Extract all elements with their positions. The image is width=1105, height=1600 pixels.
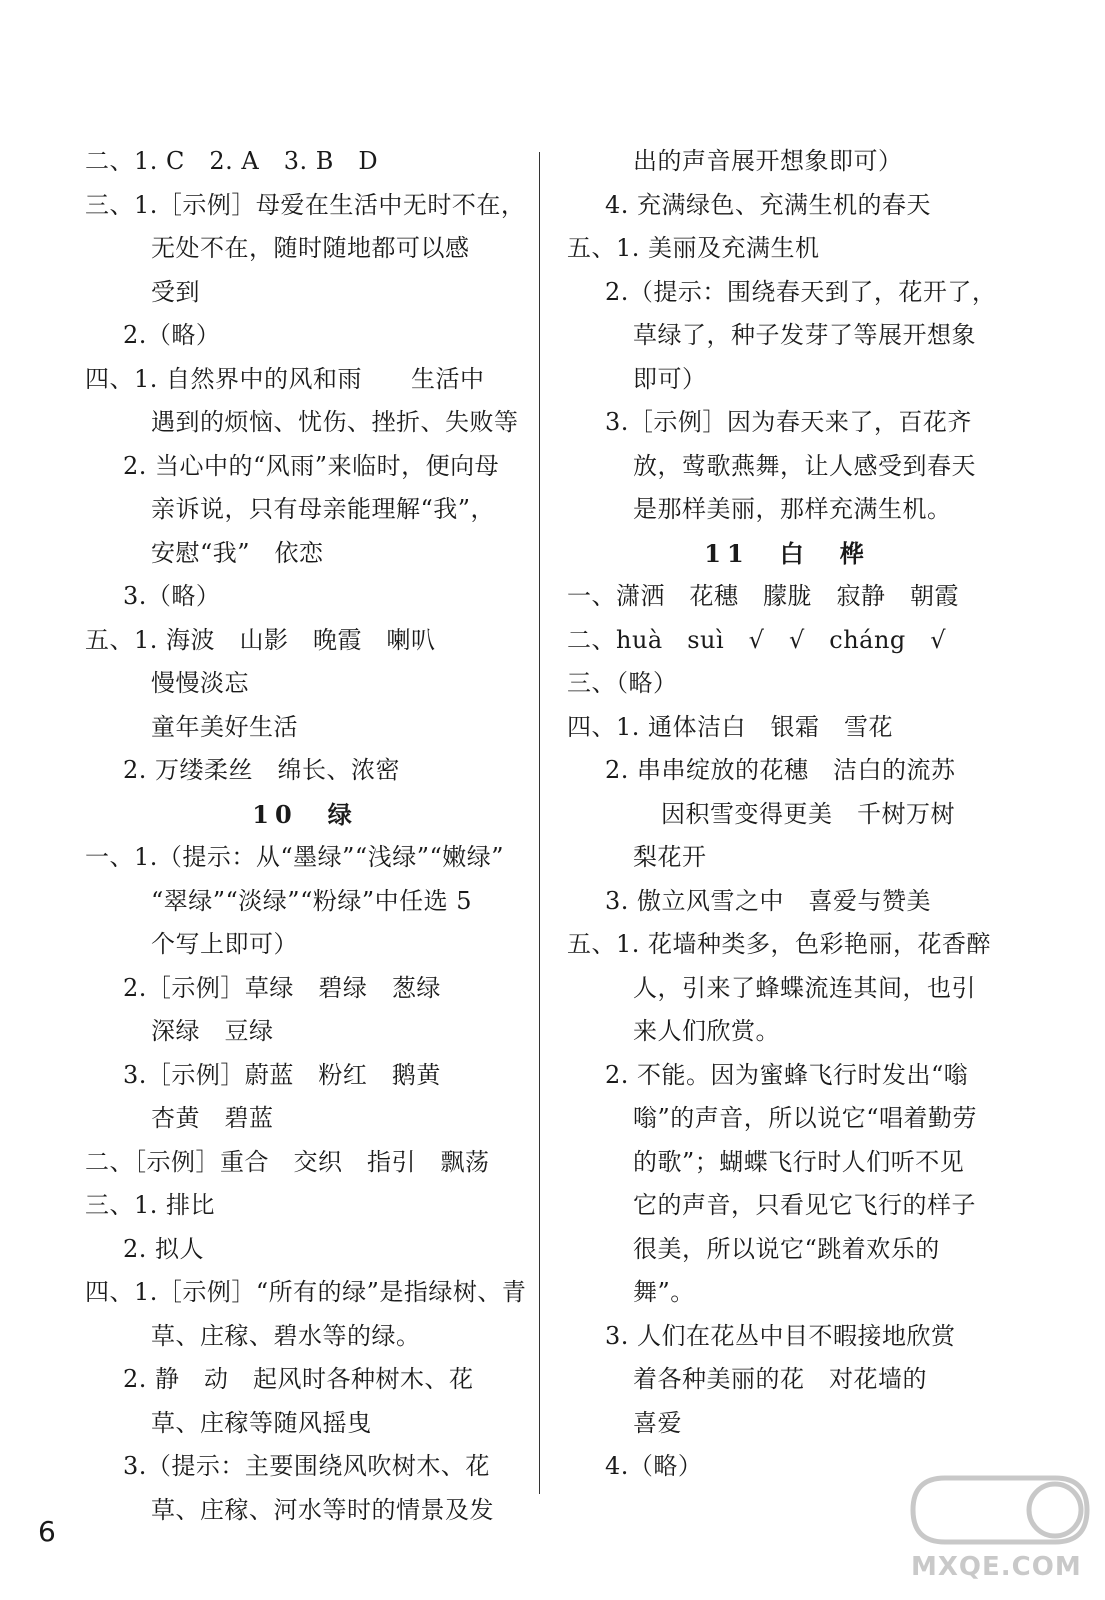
answer-line: 四、1. 通体洁白 银霜 雪花 [567,712,894,741]
answer-line: 着各种美丽的花 对花墙的 [633,1365,927,1393]
answer-line: 二、1. C 2. A 3. B D [85,147,379,175]
answer-line: 的歌”；蝴蝶飞行时人们听不见 [633,1147,965,1176]
column-divider [539,152,540,1494]
answer-line: 3.［示例］因为春天来了，百花齐 [605,408,972,436]
answer-line: 2. 拟人 [123,1234,205,1263]
answer-line: 亲诉说，只有母亲能理解“我”， [151,495,496,523]
answer-line: 一、1.（提示：从“墨绿”“浅绿”“嫩绿” [85,843,505,871]
answer-line: 三、1.［示例］母爱在生活中无时不在， [85,190,526,219]
answer-line: 2. 不能。因为蜜蜂飞行时发出“嗡 [605,1060,969,1089]
answer-line: 3.（略） [123,582,221,610]
answer-line: 四、1.［示例］“所有的绿”是指绿树、青 [85,1278,527,1306]
answer-line: 安慰“我” 依恋 [151,538,324,567]
answer-line: 人，引来了蜂蝶流连其间，也引 [633,973,976,1002]
answer-line: 受到 [151,277,200,306]
answer-line: 二、huà suì √ √ cháng √ [567,625,947,654]
answer-line: 个写上即可） [151,930,298,958]
answer-line: 2.（略） [123,321,221,349]
answer-line: 无处不在，随时随地都可以感 [151,234,470,262]
answer-line: “翠绿”“淡绿”“粉绿”中任选 5 [151,886,473,915]
page-number: 6 [38,1515,56,1548]
watermark-badge-icon [905,1470,1095,1550]
answer-line: 杏黄 碧蓝 [151,1104,274,1132]
answer-line: 2.（提示：围绕春天到了，花开了， [605,277,997,306]
left-column [85,140,525,1532]
answer-line: 草、庄稼等随风摇曳 [151,1408,372,1437]
answer-line: 2. 串串绽放的花穗 洁白的流苏 [605,756,956,784]
answer-line: 草、庄稼、河水等时的情景及发 [151,1495,494,1524]
answer-line: 2. 万缕柔丝 绵长、浓密 [123,756,401,784]
section-title: 11 白 桦 [704,538,870,568]
answer-line: 四、1. 自然界中的风和雨 生活中 [85,364,485,393]
answer-line: 童年美好生活 [151,712,298,741]
answer-line: 即可） [633,364,707,393]
watermark-domain: MXQE.COM [911,1552,1082,1582]
answer-line: 草绿了，种子发芽了等展开想象 [633,321,976,349]
answer-line: 4. 充满绿色、充满生机的春天 [605,190,932,219]
watermark-logo [905,1470,1095,1595]
answer-line: 2. 静 动 起风时各种树木、花 [123,1365,474,1393]
answer-line: 放，莺歌燕舞，让人感受到春天 [633,451,976,480]
answer-line: 3. 傲立风雪之中 喜爱与赞美 [605,886,932,915]
section-title: 10 绿 [252,799,358,829]
answer-line: 二、［示例］重合 交织 指引 飘荡 [85,1147,490,1176]
answer-line: 五、1. 海波 山影 晚霞 喇叭 [85,625,436,654]
answer-line: 一、潇洒 花穗 朦胧 寂静 朝霞 [567,582,959,610]
answer-line: 草、庄稼、碧水等的绿。 [151,1321,421,1350]
answer-line: 来人们欣赏。 [633,1017,780,1045]
answer-line: 因积雪变得更美 千树万树 [661,799,955,828]
answer-line: 4.（略） [605,1452,703,1480]
answer-line: 它的声音，只看见它飞行的样子 [633,1191,976,1219]
answer-line: 五、1. 花墙种类多，色彩艳丽，花香醉 [567,930,992,958]
answer-line: 3. 人们在花丛中目不暇接地欣赏 [605,1321,956,1350]
answer-line: 梨花开 [633,843,707,871]
answer-line: 三、1. 排比 [85,1191,216,1219]
answer-line: 三、（略） [567,669,678,697]
answer-line: 3.［示例］蔚蓝 粉红 鹅黄 [123,1060,441,1089]
answer-line: 喜爱 [633,1408,682,1437]
answer-line: 2.［示例］草绿 碧绿 葱绿 [123,973,441,1002]
answer-line: 出的声音展开想象即可） [633,147,903,175]
answer-line: 舞”。 [633,1278,695,1306]
answer-line: 很美，所以说它“跳着欢乐的 [633,1234,940,1263]
right-column [567,140,1007,1489]
answer-line: 深绿 豆绿 [151,1017,274,1045]
answer-line: 五、1. 美丽及充满生机 [567,234,820,262]
answer-line: 是那样美丽，那样充满生机。 [633,495,952,523]
answer-line: 遇到的烦恼、忧伤、挫折、失败等 [151,408,519,436]
answer-line: 3.（提示：主要围绕风吹树木、花 [123,1452,490,1480]
answer-line: 2. 当心中的“风雨”来临时，便向母 [123,451,500,480]
answer-line: 慢慢淡忘 [151,669,249,697]
answer-line: 嗡”的声音，所以说它“唱着勤劳 [633,1104,978,1132]
